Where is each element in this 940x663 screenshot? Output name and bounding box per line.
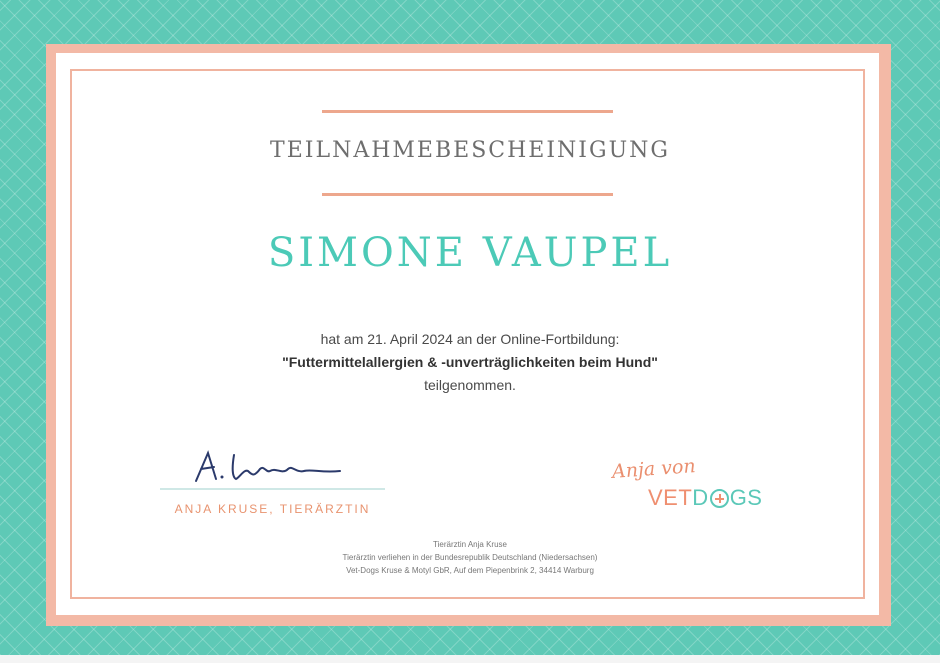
logo-d-text: D	[692, 485, 709, 510]
footer-line-1: Tierärztin Anja Kruse	[433, 540, 507, 549]
signature-line	[160, 488, 385, 490]
vetdogs-logo	[648, 485, 762, 511]
logo-gs-text: GS	[729, 485, 763, 510]
signer-label: ANJA KRUSE, TIERÄRZTIN	[174, 502, 371, 516]
handwritten-signature	[192, 447, 352, 487]
title-top-rule	[322, 110, 613, 113]
participation-text: hat am 21. April 2024 an der Online-Fortbildung:	[320, 331, 620, 347]
participation-closing: teilgenommen.	[424, 377, 516, 393]
recipient-name: SIMONE VAUPEL	[267, 230, 673, 276]
footer-line-2: Tierärztin verliehen in der Bundesrepublik Deutschland (Niedersachsen)	[342, 553, 598, 562]
bottom-strip	[0, 655, 940, 663]
logo-vet-text: VET	[648, 485, 693, 510]
paw-cross-icon	[710, 489, 729, 508]
course-title: "Futtermittelallergien & -unverträglichkeiten beim Hund"	[282, 354, 658, 370]
certificate-title: TEILNAHMEBESCHEINIGUNG	[270, 138, 670, 163]
footer-line-3: Vet-Dogs Kruse & Motyl GbR, Auf dem Piepenbrink 2, 34414 Warburg	[346, 566, 594, 575]
title-bottom-rule	[322, 193, 613, 196]
logo-script-text: Anja von	[611, 455, 697, 483]
